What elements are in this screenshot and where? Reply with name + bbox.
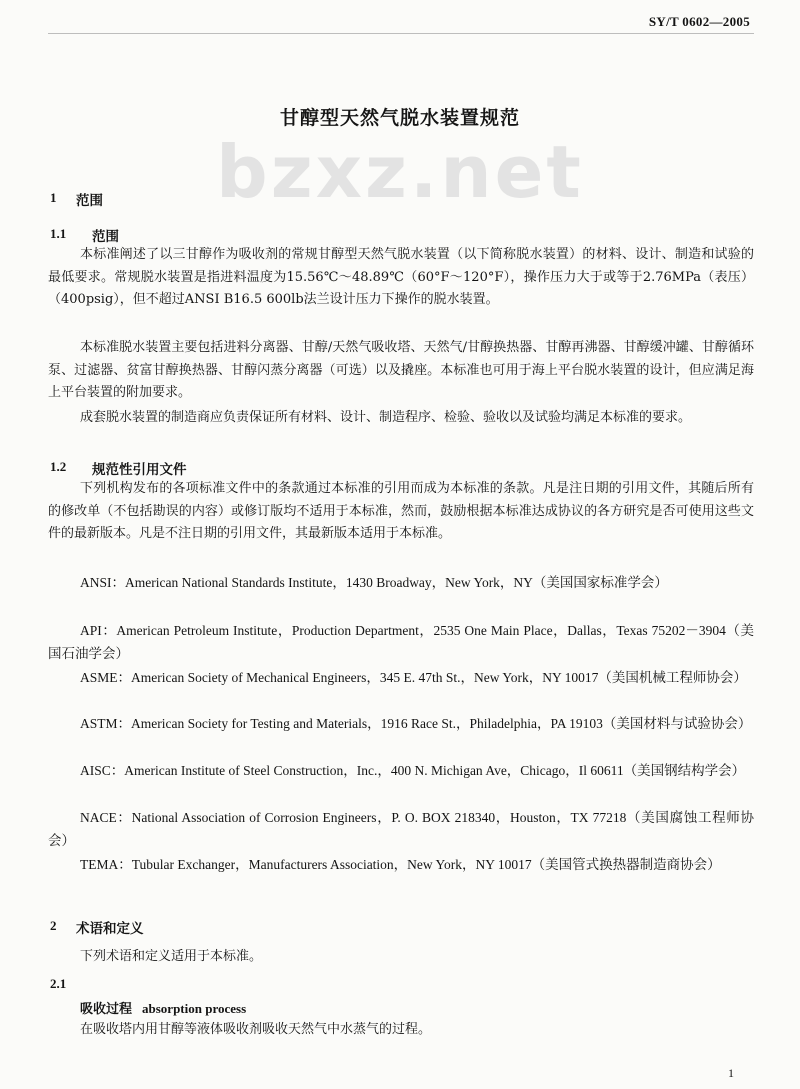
term-entry [80,998,246,1017]
standard-code: SY/T 0602—2005 [648,14,750,29]
reference-org-nace: NACE：National Association of Corrosion Engineers，P. O. BOX 218340，Houston，TX 77218（美国腐蚀工程师协会） [48,810,754,848]
subsection-1-1-title: 范围 [92,229,119,245]
subsection-1-2-number: 1.2 [50,459,67,474]
subsection-1-1-number: 1.1 [50,226,67,241]
document-title: 甘醇型天然气脱水装置规范 [279,107,520,129]
watermark: bzxz.net [216,130,584,214]
references-intro: 下列机构发布的各项标准文件中的条款通过本标准的引用而成为本标准的条款。凡是注日期的引用文件，其随后所有的修改单（不包括勘误的内容）或修订版均不适用于本标准，然而，鼓励根据本标准达成协议的各方研究是否可使用这些文件的最新版本。凡是不注日期的引用文件，其最新版本适用于本标准。 [48,481,754,541]
section-2-number: 2 [50,918,57,933]
term-definition: 在吸收塔内用甘醇等液体吸收剂吸收天然气中水蒸气的过程。 [80,1022,432,1037]
section-1-number: 1 [50,190,57,205]
scope-paragraph: 本标准阐述了以三甘醇作为吸收剂的常规甘醇型天然气脱水装置（以下简称脱水装置）的材料、设计、制造和试验的最低要求。常规脱水装置是指进料温度为15.56℃～48.89℃（60°F～120°F），操作压力大于或等于2.76MPa（表压）（400psig），但不超过ANSI B16.5 600lb法兰设计压力下操作的脱水装置。 [48,247,754,307]
subsection-1-2-title: 规范性引用文件 [92,462,187,478]
reference-org-ansi: ANSI：American National Standards Institute，1430 Broadway，New York，NY（美国国家标准学会） [80,575,668,590]
section-2-title: 术语和定义 [76,921,144,937]
reference-org-aisc: AISC：American Institute of Steel Construction，Inc.，400 N. Michigan Ave，Chicago，Il 60611（美国钢结构学会） [80,763,746,778]
term-english: absorption process [142,1001,247,1016]
subsection-2-1-number: 2.1 [50,976,67,991]
terms-intro: 下列术语和定义适用于本标准。 [80,949,263,964]
reference-org-api: API：American Petroleum Institute，Production Department，2535 One Main Place，Dallas，Texas 75202－3904（美国石油学会） [48,623,754,661]
header-rule [48,33,754,34]
term-chinese: 吸收过程 [80,1002,133,1017]
reference-org-tema: TEMA：Tubular Exchanger，Manufacturers Association，New York，NY 10017（美国管式换热器制造商协会） [80,857,721,872]
scope-paragraph: 成套脱水装置的制造商应负责保证所有材料、设计、制造程序、检验、验收以及试验均满足本标准的要求。 [80,410,692,425]
scope-paragraph: 本标准脱水装置主要包括进料分离器、甘醇/天然气吸收塔、天然气/甘醇换热器、甘醇再沸器、甘醇缓冲罐、甘醇循环泵、过滤器、贫富甘醇换热器、甘醇闪蒸分离器（可选）以及撬座。本标准也可用于海上平台脱水装置的设计，但应满足海上平台装置的附加要求。 [48,340,754,400]
reference-org-astm: ASTM：American Society for Testing and Materials，1916 Race St.，Philadelphia，PA 19103（美国材料与试验协会） [80,716,752,731]
page-number: 1 [728,1066,734,1080]
reference-org-asme: ASME：American Society of Mechanical Engineers，345 E. 47th St.，New York，NY 10017（美国机械工程师协会） [80,670,747,685]
section-1-title: 范围 [76,193,103,209]
